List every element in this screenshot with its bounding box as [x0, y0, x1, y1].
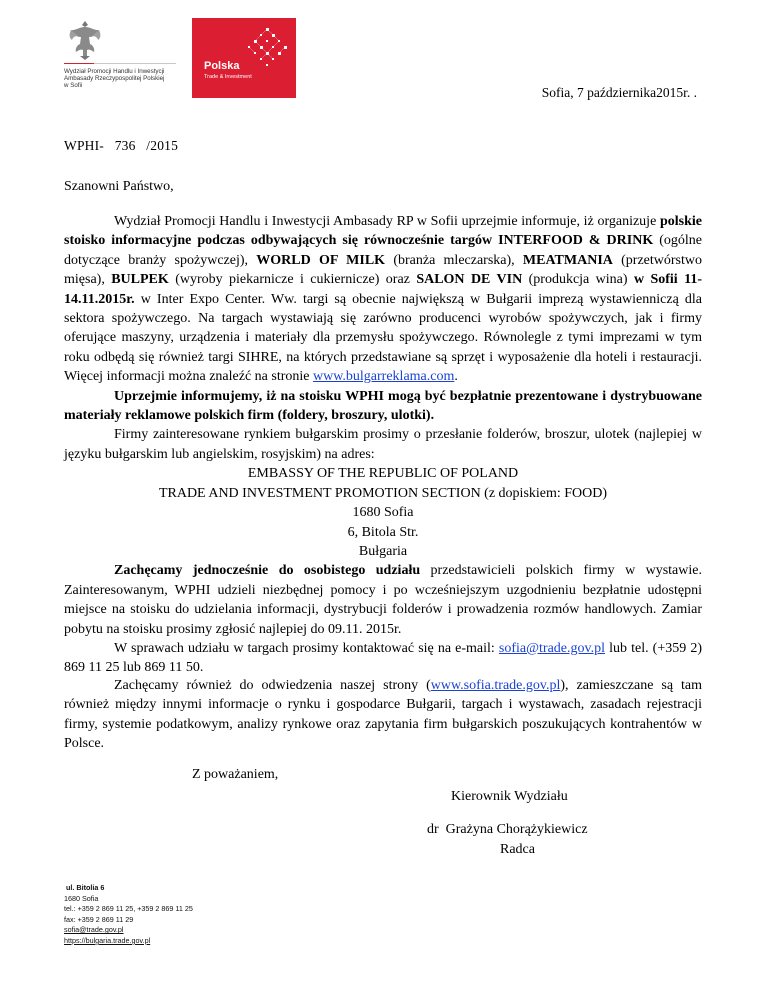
salutation: Szanowni Państwo, [64, 179, 174, 194]
contact-email-link[interactable]: sofia@trade.gov.pl [498, 640, 605, 656]
signatory-rank: Radca [500, 842, 535, 857]
bulgarreklama-link[interactable]: www.bulgarreklama.com [312, 369, 455, 385]
paragraph-send-materials: Firmy zainteresowane rynkiem bułgarskim prosimy o przesłanie folderów, broszur, ulotek (najlepiej w języku bułgarskim lub angielskim, rosyjskim) na adres: [64, 427, 702, 462]
reference-number: WPHI- 736 /2015 [64, 138, 179, 153]
address-line: EMBASSY OF THE REPUBLIC OF POLAND [247, 466, 519, 482]
letter-body-website [64, 676, 702, 754]
address-line: 1680 Sofia [352, 505, 414, 521]
paragraph-website: Zachęcamy również do odwiedzenia naszej strony (www.sofia.trade.gov.pl), zamieszczane są tam również między innymi informacje o rynku i gospodarce Bułgarii, targach i wystawach, zasadach rejestracji firmy, systemie podatkowym, analizy rynkowe oraz zapytania firm bułgarskich poszukujących kontrahentów w Polsce. [64, 678, 702, 752]
signatory-title: Kierownik Wydziału [451, 789, 568, 804]
department-name [64, 68, 164, 90]
address-line: Bułgaria [358, 543, 408, 559]
letter-body [64, 212, 702, 678]
footer-city: 1680 Sofia [64, 893, 99, 903]
letterhead-divider-accent [64, 63, 94, 64]
footer-contact [64, 883, 193, 947]
footer-fax: fax: +359 2 869 11 29 [64, 914, 134, 924]
letter-date: Sofia, 7 października2015r. . [541, 85, 697, 100]
logo-wordmark: Polska [204, 60, 240, 72]
footer-phone: tel.: +359 2 869 11 25, +359 2 869 11 25 [64, 904, 193, 914]
address-line: TRADE AND INVESTMENT PROMOTION SECTION (z dopiskiem: FOOD) [158, 485, 608, 501]
department-line: Wydział Promocji Handlu i Inwestycji [64, 68, 165, 75]
address-line: 6, Bitola Str. [347, 524, 419, 540]
footer-street: ul. Bitolia 6 [66, 883, 105, 892]
polish-eagle-emblem-icon [66, 18, 104, 62]
footer-website-link[interactable]: https://bulgaria.trade.gov.pl [64, 935, 151, 945]
letterhead [0, 0, 768, 130]
paragraph-contact: W sprawach udziału w targach prosimy kontaktować się na e-mail: sofia@trade.gov.pl lub tel. (+359 2) 869 11 25 lub 869 11 50. [64, 640, 702, 676]
signatory-name: dr Grażyna Chorążykiewicz [427, 822, 588, 837]
paragraph-participation: Zachęcamy jednocześnie do osobistego udziału przedstawicieli polskich firmy w wystawie. Zainteresowanym, WPHI udzieli niezbędnej pomocy i po wcześniejszym uzgodnieniu bezpłatnie udostępni miejsce na stoisku do udzielania informacji, dystrybucji folderów i prowadzenia rozmów handlowych. Zamiar pobytu na stoisku prosimy zgłosić najlepiej do 09.11. 2015r. [64, 563, 702, 637]
department-line: w Sofii [64, 82, 83, 90]
mailing-address [64, 464, 702, 561]
paragraph-intro: Wydział Promocji Handlu i Inwestycji Ambasady RP w Sofii uprzejmie informuje, iż organizuje polskie stoisko informacyjne podczas odbywających się równocześnie targów INTERFOOD & DRINK (ogólne dotyczące branży spożywczej), WORLD OF MILK (branża mleczarska), MEATMANIA (przetwórstwo mięsa), BULPEK (wyroby piekarnicze i cukiernicze) oraz SALON DE VIN (produkcja wina) w Sofii 11-14.11.2015r. w Inter Expo Center. Ww. targi są obecnie największą w Bułgarii imprezą wystawienniczą dla sektora spożywczego. Na targach wystawiają się zarówno producenci wyrobów spożywczych, jak i firmy oferujące maszyny, urządzenia i materiały dla przemysłu spożywczego. Równolegle z tymi imprezami w tym roku odbędą się również targi SIHRE, na których przedstawiane są sprzęt i wyposażenie dla hoteli i restauracji. Więcej informacji można znaleźć na stronie www.bulgarreklama.com. [64, 214, 703, 385]
logo-tagline: Trade & Investment [204, 74, 252, 80]
department-line: Ambasady Rzeczypospolitej Polskiej [64, 75, 165, 83]
sofia-trade-website-link[interactable]: www.sofia.trade.gov.pl [430, 678, 561, 693]
paragraph-free-materials: Uprzejmie informujemy, iż na stoisku WPHI mogą być bezpłatnie prezentowane i dystrybuowane materiały reklamowe polskich firm (foldery, broszury, ulotki). [64, 388, 702, 424]
star-network-icon [244, 24, 292, 72]
footer-email-link[interactable]: sofia@trade.gov.pl [64, 925, 124, 935]
closing-regards: Z poważaniem, [192, 767, 279, 782]
polska-trade-investment-logo [192, 18, 296, 98]
